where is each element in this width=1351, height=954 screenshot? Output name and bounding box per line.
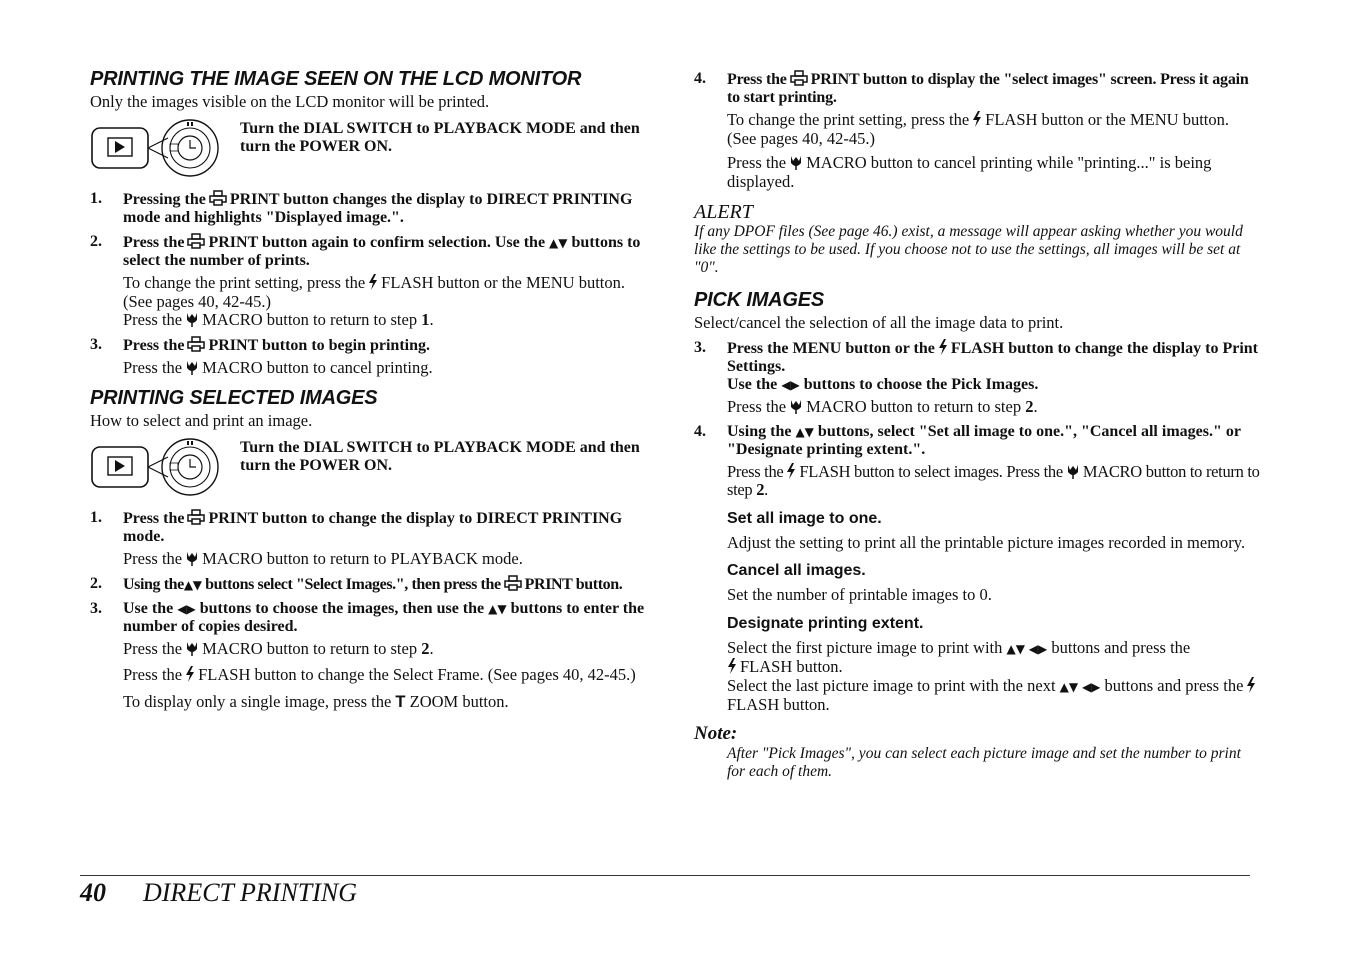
step-text: buttons, select "Set all image to one.", "Cancel all images." or "Designate printing extent.".: [727, 422, 1241, 458]
print-icon: [187, 336, 205, 352]
up-down-arrows-icon: ▲▼: [183, 577, 202, 592]
step-text: PRINT button again to confirm selection. Use the: [208, 234, 546, 251]
step-2: [90, 233, 658, 270]
step-text: FLASH button to change the display to Print Settings.: [727, 340, 1258, 375]
pick-step-3-detail: [727, 398, 1260, 417]
print-icon: [187, 509, 205, 525]
detail-text: To change the print setting, press the: [123, 273, 366, 292]
detail-text: Select the first picture image to print with: [727, 637, 1003, 657]
left-column: [90, 66, 658, 715]
flash-icon: [1246, 677, 1256, 693]
detail-text: MACRO button to return to step: [202, 638, 418, 658]
zoom-t-icon: T: [395, 692, 406, 711]
print-icon: [504, 575, 522, 591]
detail-text: Press the: [727, 397, 787, 416]
step-text: buttons to select the number of prints.: [123, 234, 641, 269]
step-1: [90, 190, 658, 227]
page-number: 40: [80, 878, 106, 907]
step-ref: 2: [421, 638, 430, 658]
step-text: buttons select "Select Images.", then press the: [205, 575, 501, 593]
flash-icon: [972, 111, 982, 127]
note-title: Note:: [694, 722, 738, 744]
section-intro: Only the images visible on the LCD monitor will be printed.: [90, 92, 490, 111]
macro-tulip-icon: [789, 154, 803, 170]
detail-text: Select the last picture image to print with the next: [727, 675, 1056, 695]
step-text: Press the: [123, 510, 185, 527]
step-text: Press the: [727, 71, 787, 88]
detail-text: Press the: [123, 357, 183, 377]
detail-text: buttons and press the: [1104, 675, 1244, 695]
detail-text: FLASH button.: [740, 657, 843, 676]
footer-section-name: DIRECT PRINTING: [143, 878, 358, 907]
four-arrows-icon: ▲▼ ◀▶: [1059, 679, 1101, 694]
dial-instruction-text: Turn the DIAL SWITCH to PLAYBACK MODE and then turn the POWER ON.: [240, 439, 640, 474]
detail-text: Press the: [123, 549, 183, 568]
step-text: Using the: [123, 575, 184, 593]
step-3-detail: [123, 640, 658, 712]
detail-text: FLASH button to select images. Press the: [799, 461, 1063, 481]
dial-instruction-text: Turn the DIAL SWITCH to PLAYBACK MODE and then turn the POWER ON.: [240, 120, 640, 155]
step-text: Press the: [123, 336, 185, 354]
detail-text: FLASH button or the MENU button. (See pages 40, 42-45.): [123, 273, 626, 311]
step-3: [90, 336, 658, 355]
detail-text: .: [429, 310, 434, 329]
macro-tulip-icon: [185, 640, 199, 656]
macro-tulip-icon: [789, 398, 803, 414]
section-title-selected: PRINTING SELECTED IMAGES: [90, 387, 378, 409]
step-ref: 2: [756, 480, 765, 499]
step-number: 1.: [90, 190, 102, 207]
note-text: After "Pick Images", you can select each picture image and set the number to print for each of them.: [727, 744, 1241, 780]
step-text: buttons to choose the Pick Images.: [803, 376, 1039, 393]
section-title-lcd: PRINTING THE IMAGE SEEN ON THE LCD MONITOR: [90, 68, 582, 90]
detail-text: To change the print setting, press the: [727, 110, 970, 129]
detail-text: MACRO button to return to step: [727, 461, 1260, 499]
step-number: 4.: [694, 422, 706, 440]
option-title-designate: Designate printing extent.: [727, 614, 924, 632]
detail-text: .: [764, 480, 768, 499]
step-text: Use the: [123, 599, 174, 617]
detail-text: MACRO button to cancel printing while "printing..." is being displayed.: [727, 153, 1212, 191]
macro-tulip-icon: [1066, 463, 1080, 479]
print-icon: [209, 190, 227, 206]
section-title-pick: PICK IMAGES: [694, 289, 825, 311]
step-2-detail: [123, 274, 658, 330]
detail-text: To display only a single image, press the: [123, 691, 392, 711]
macro-tulip-icon: [185, 550, 199, 566]
detail-text: FLASH button or the MENU button. (See pages 40, 42-45.): [727, 110, 1230, 148]
alert-text: If any DPOF files (See page 46.) exist, a message will appear asking whether you would like the settings to be used. If you choose not to use the settings, all images will be set at "0".: [694, 223, 1243, 276]
dial-instruction: [90, 116, 658, 180]
step-number: 1.: [90, 509, 102, 526]
step-1: [90, 509, 658, 546]
step-4: [694, 70, 1260, 107]
detail-text: MACRO button to return to step: [202, 310, 418, 329]
step-text: PRINT button.: [524, 575, 623, 593]
step-number: 3.: [90, 335, 102, 353]
flash-icon: [185, 666, 195, 682]
step-text: Use the: [727, 376, 778, 393]
dial-instruction: [90, 435, 658, 499]
option-title-cancel-all: Cancel all images.: [727, 562, 866, 579]
pick-step-4-detail: [727, 463, 1260, 500]
print-icon: [187, 233, 205, 249]
step-ref: 2: [1025, 397, 1034, 416]
flash-icon: [938, 339, 948, 355]
step-text: Press the MENU button or the: [727, 340, 935, 357]
step-text: buttons to enter the number of copies desired.: [123, 599, 645, 635]
step-text: PRINT button to begin printing.: [208, 336, 430, 354]
step-ref: 1: [421, 310, 430, 329]
flash-icon: [786, 463, 796, 479]
step-text: Pressing the: [123, 191, 206, 208]
option-text-cancel-all: Set the number of printable images to 0.: [727, 585, 992, 604]
step-number: 4.: [694, 70, 706, 87]
pick-step-3: [694, 339, 1260, 394]
detail-text: FLASH button.: [727, 695, 830, 714]
step-4-detail: [727, 111, 1260, 191]
step-3: [90, 600, 658, 636]
up-down-arrows-icon: ▲▼: [549, 236, 568, 250]
step-text: Using the: [727, 422, 792, 440]
macro-tulip-icon: [185, 311, 199, 327]
detail-text: .: [429, 638, 434, 658]
detail-text: MACRO button to return to step: [806, 397, 1022, 416]
alert-title: ALERT: [694, 201, 753, 223]
detail-text: buttons and press the: [1051, 637, 1191, 657]
right-column: [694, 66, 1260, 781]
step-1-detail: [123, 550, 658, 569]
step-text: buttons to choose the images, then use the: [199, 599, 485, 617]
up-down-arrows-icon: ▲▼: [488, 601, 507, 616]
footer-rule: [80, 875, 1250, 876]
flash-icon: [727, 658, 737, 674]
option-title-set-all: Set all image to one.: [727, 509, 882, 527]
up-down-arrows-icon: ▲▼: [795, 424, 814, 439]
step-3-detail: [123, 359, 658, 378]
detail-text: .: [1033, 397, 1038, 416]
flash-icon: [368, 274, 378, 290]
detail-text: ZOOM button.: [409, 691, 509, 711]
step-number: 3.: [694, 339, 706, 356]
macro-tulip-icon: [185, 359, 199, 375]
step-number: 2.: [90, 233, 102, 250]
step-number: 2.: [90, 574, 102, 592]
detail-text: Press the: [727, 153, 787, 172]
left-right-arrows-icon: ◀▶: [177, 601, 196, 616]
detail-text: Press the: [727, 461, 784, 481]
section-intro: How to select and print an image.: [90, 411, 313, 430]
pick-step-4: [694, 423, 1260, 459]
playback-dial-icon: [90, 435, 225, 499]
step-text: PRINT button to display the "select images" screen. Press it again to start printing.: [727, 71, 1249, 106]
print-icon: [790, 70, 808, 86]
step-number: 3.: [90, 599, 102, 617]
playback-dial-icon: [90, 116, 225, 180]
detail-text: Press the: [123, 310, 183, 329]
detail-text: Press the: [123, 665, 183, 684]
option-text-set-all: Adjust the setting to print all the printable picture images recorded in memory.: [727, 532, 1246, 552]
step-text: Press the: [123, 234, 185, 251]
step-text: PRINT button changes the display to DIRECT PRINTING mode and highlights "Displayed image.".: [123, 191, 633, 226]
detail-text: MACRO button to return to PLAYBACK mode.: [202, 549, 523, 568]
step-text: PRINT button to change the display to DIRECT PRINTING mode.: [123, 510, 623, 545]
step-2: [90, 575, 658, 594]
detail-text: FLASH button to change the Select Frame. (See pages 40, 42-45.): [198, 665, 636, 684]
left-right-arrows-icon: ◀▶: [781, 378, 800, 392]
detail-text: Press the: [123, 638, 183, 658]
section-intro: Select/cancel the selection of all the image data to print.: [694, 313, 1064, 332]
option-text-designate: [727, 639, 1260, 715]
detail-text: MACRO button to cancel printing.: [202, 357, 433, 377]
four-arrows-icon: ▲▼ ◀▶: [1006, 641, 1048, 656]
